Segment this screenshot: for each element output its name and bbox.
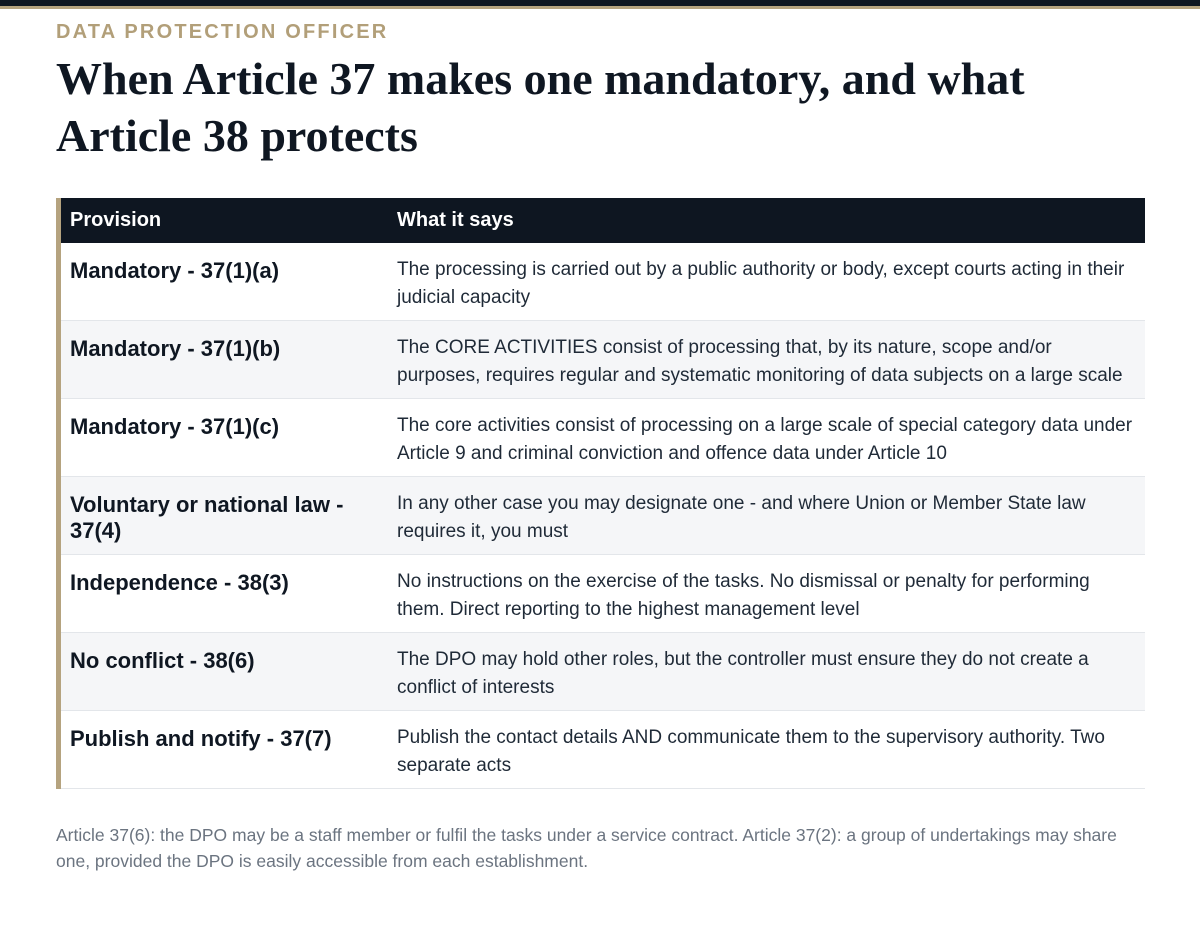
eyebrow-label: DATA PROTECTION OFFICER	[56, 21, 389, 43]
description-cell: Publish the contact details AND communicate them to the supervisory authority. Two separate acts	[387, 711, 1145, 789]
provision-cell: No conflict - 38(6)	[61, 633, 387, 711]
column-header-provision: Provision	[61, 198, 387, 243]
column-header-what-it-says: What it says	[387, 198, 1145, 243]
top-rule	[0, 0, 1200, 9]
provision-cell: Independence - 38(3)	[61, 555, 387, 633]
description-cell: The processing is carried out by a public authority or body, except courts acting in their judicial capacity	[387, 243, 1145, 321]
provision-cell: Mandatory - 37(1)(c)	[61, 399, 387, 477]
table-row	[61, 633, 1145, 711]
table-row	[61, 321, 1145, 399]
table-row	[61, 243, 1145, 321]
provision-cell: Publish and notify - 37(7)	[61, 711, 387, 789]
table-row	[61, 399, 1145, 477]
table-row	[61, 477, 1145, 555]
provision-cell: Mandatory - 37(1)(b)	[61, 321, 387, 399]
description-cell: The core activities consist of processing on a large scale of special category data under Article 9 and criminal conviction and offence data under Article 10	[387, 399, 1145, 477]
description-cell: In any other case you may designate one - and where Union or Member State law requires it, you must	[387, 477, 1145, 555]
table-header-row	[61, 198, 1145, 243]
page-title: When Article 37 makes one mandatory, and what Article 38 protects	[56, 53, 1025, 161]
description-cell: The DPO may hold other roles, but the controller must ensure they do not create a conflict of interests	[387, 633, 1145, 711]
footnote: Article 37(6): the DPO may be a staff member or fulfil the tasks under a service contract. Article 37(2): a group of undertakings may share one, provided the DPO is easily accessible from each establishment.	[56, 825, 1117, 871]
table-row	[61, 555, 1145, 633]
provisions-table	[61, 198, 1145, 789]
description-cell: The CORE ACTIVITIES consist of processing that, by its nature, scope and/or purposes, requires regular and systematic monitoring of data subjects on a large scale	[387, 321, 1145, 399]
table-row	[61, 711, 1145, 789]
description-cell: No instructions on the exercise of the tasks. No dismissal or penalty for performing them. Direct reporting to the highest management level	[387, 555, 1145, 633]
provision-cell: Mandatory - 37(1)(a)	[61, 243, 387, 321]
provisions-table-wrapper	[56, 198, 1145, 789]
provision-cell: Voluntary or national law - 37(4)	[61, 477, 387, 555]
